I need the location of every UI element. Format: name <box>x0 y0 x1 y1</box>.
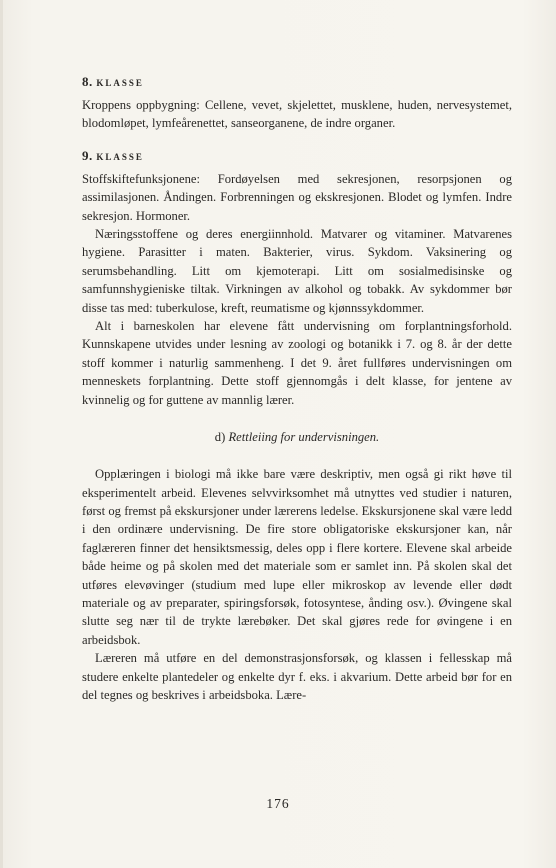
section-9-number: 9. <box>82 147 93 163</box>
section-9-heading <box>82 148 512 165</box>
section-9-paragraph: Næringsstoffene og deres energiinnhold. Matvarer og vitaminer. Matvarenes hygiene. Parasitter i maten. Bakterier, virus. Sykdom. Vaksinering og serumsbehandling. Litt om kjemoterapi. Litt om sosialmedisinske og samfunnshygieniske tiltak. Virkningen av alkohol og tobakk. Av sykdommer bør disse tas med: tuberkulose, kreft, reumatisme og kjønnssykdommer. <box>82 227 512 315</box>
page-number: 176 <box>266 796 290 811</box>
section-d-paragraph: Opplæringen i biologi må ikke bare være deskriptiv, men også gi rikt høve til eksperimentelt arbeid. Elevenes selvvirksomhet må utnyttes ved studier i naturen, først og fremst på ekskursjoner under lærerens ledelse. Ekskursjonene skal være ledd i den ordinære undervisning. De fire store obligatoriske ekskursjoner kan, når faglæreren finner det hensiktsmessig, deles opp i flere kortere. Elevene skal arbeide både heime og på skolen med det materiale som er samlet inn. På skolen skal det utføres elevøvinger (studium med lupe eller mikroskop av levende eller dødt materiale og av preparater, spiringsforsøk, fotosyntese, ånding osv.). Øvingene skal slutte seg nær til de trykte lærebøker. Det skal gjøres rede for øvingene i en arbeidsbok. <box>82 467 512 647</box>
page-edge-shadow <box>0 0 3 868</box>
section-9-paragraph: Alt i barneskolen har elevene fått undervisning om forplantningsforhold. Kunnskapene utvides under lesning av zoologi og botanikk i 7. og 8. år der dette stoff kommer i naturlig sammenheng. I det 9. året fullføres undervisningen om menneskets forplantning. Dette stoff gjennomgås i delt klasse, for jentene av kvinnelig og for guttene av mannlig lærer. <box>82 319 512 407</box>
section-9-label: KLASSE <box>96 151 144 162</box>
page-text-block <box>82 74 512 704</box>
section-d-title <box>82 428 512 446</box>
section-8-heading <box>82 74 512 91</box>
section-9-paragraph: Stoffskiftefunksjonene: Fordøyelsen med sekresjonen, resorpsjonen og assimilasjonen. Åndingen. Forbrenningen og ekskresjonen. Blodet og lymfen. Indre sekresjon. Hormoner. <box>82 171 512 223</box>
section-d-title-text: Rettleiing for undervisningen. <box>228 430 380 445</box>
section-8-number: 8. <box>82 74 93 89</box>
section-d-prefix: d) <box>214 430 226 445</box>
section-8-label: KLASSE <box>96 78 144 88</box>
section-d-paragraph: Læreren må utføre en del demonstrasjonsforsøk, og klassen i fellesskap må studere enkelte plantedeler og enkelte dyr f. eks. i akvarium. Dette arbeid bør for en del tegnes og beskrives i arbeidsboka. Lære- <box>82 651 512 702</box>
section-8-paragraph: Kroppens oppbygning: Cellene, vevet, skjelettet, musklene, huden, nervesystemet, blodomløpet, lymfeårenettet, sanseorganene, de indre organer. <box>82 98 512 131</box>
